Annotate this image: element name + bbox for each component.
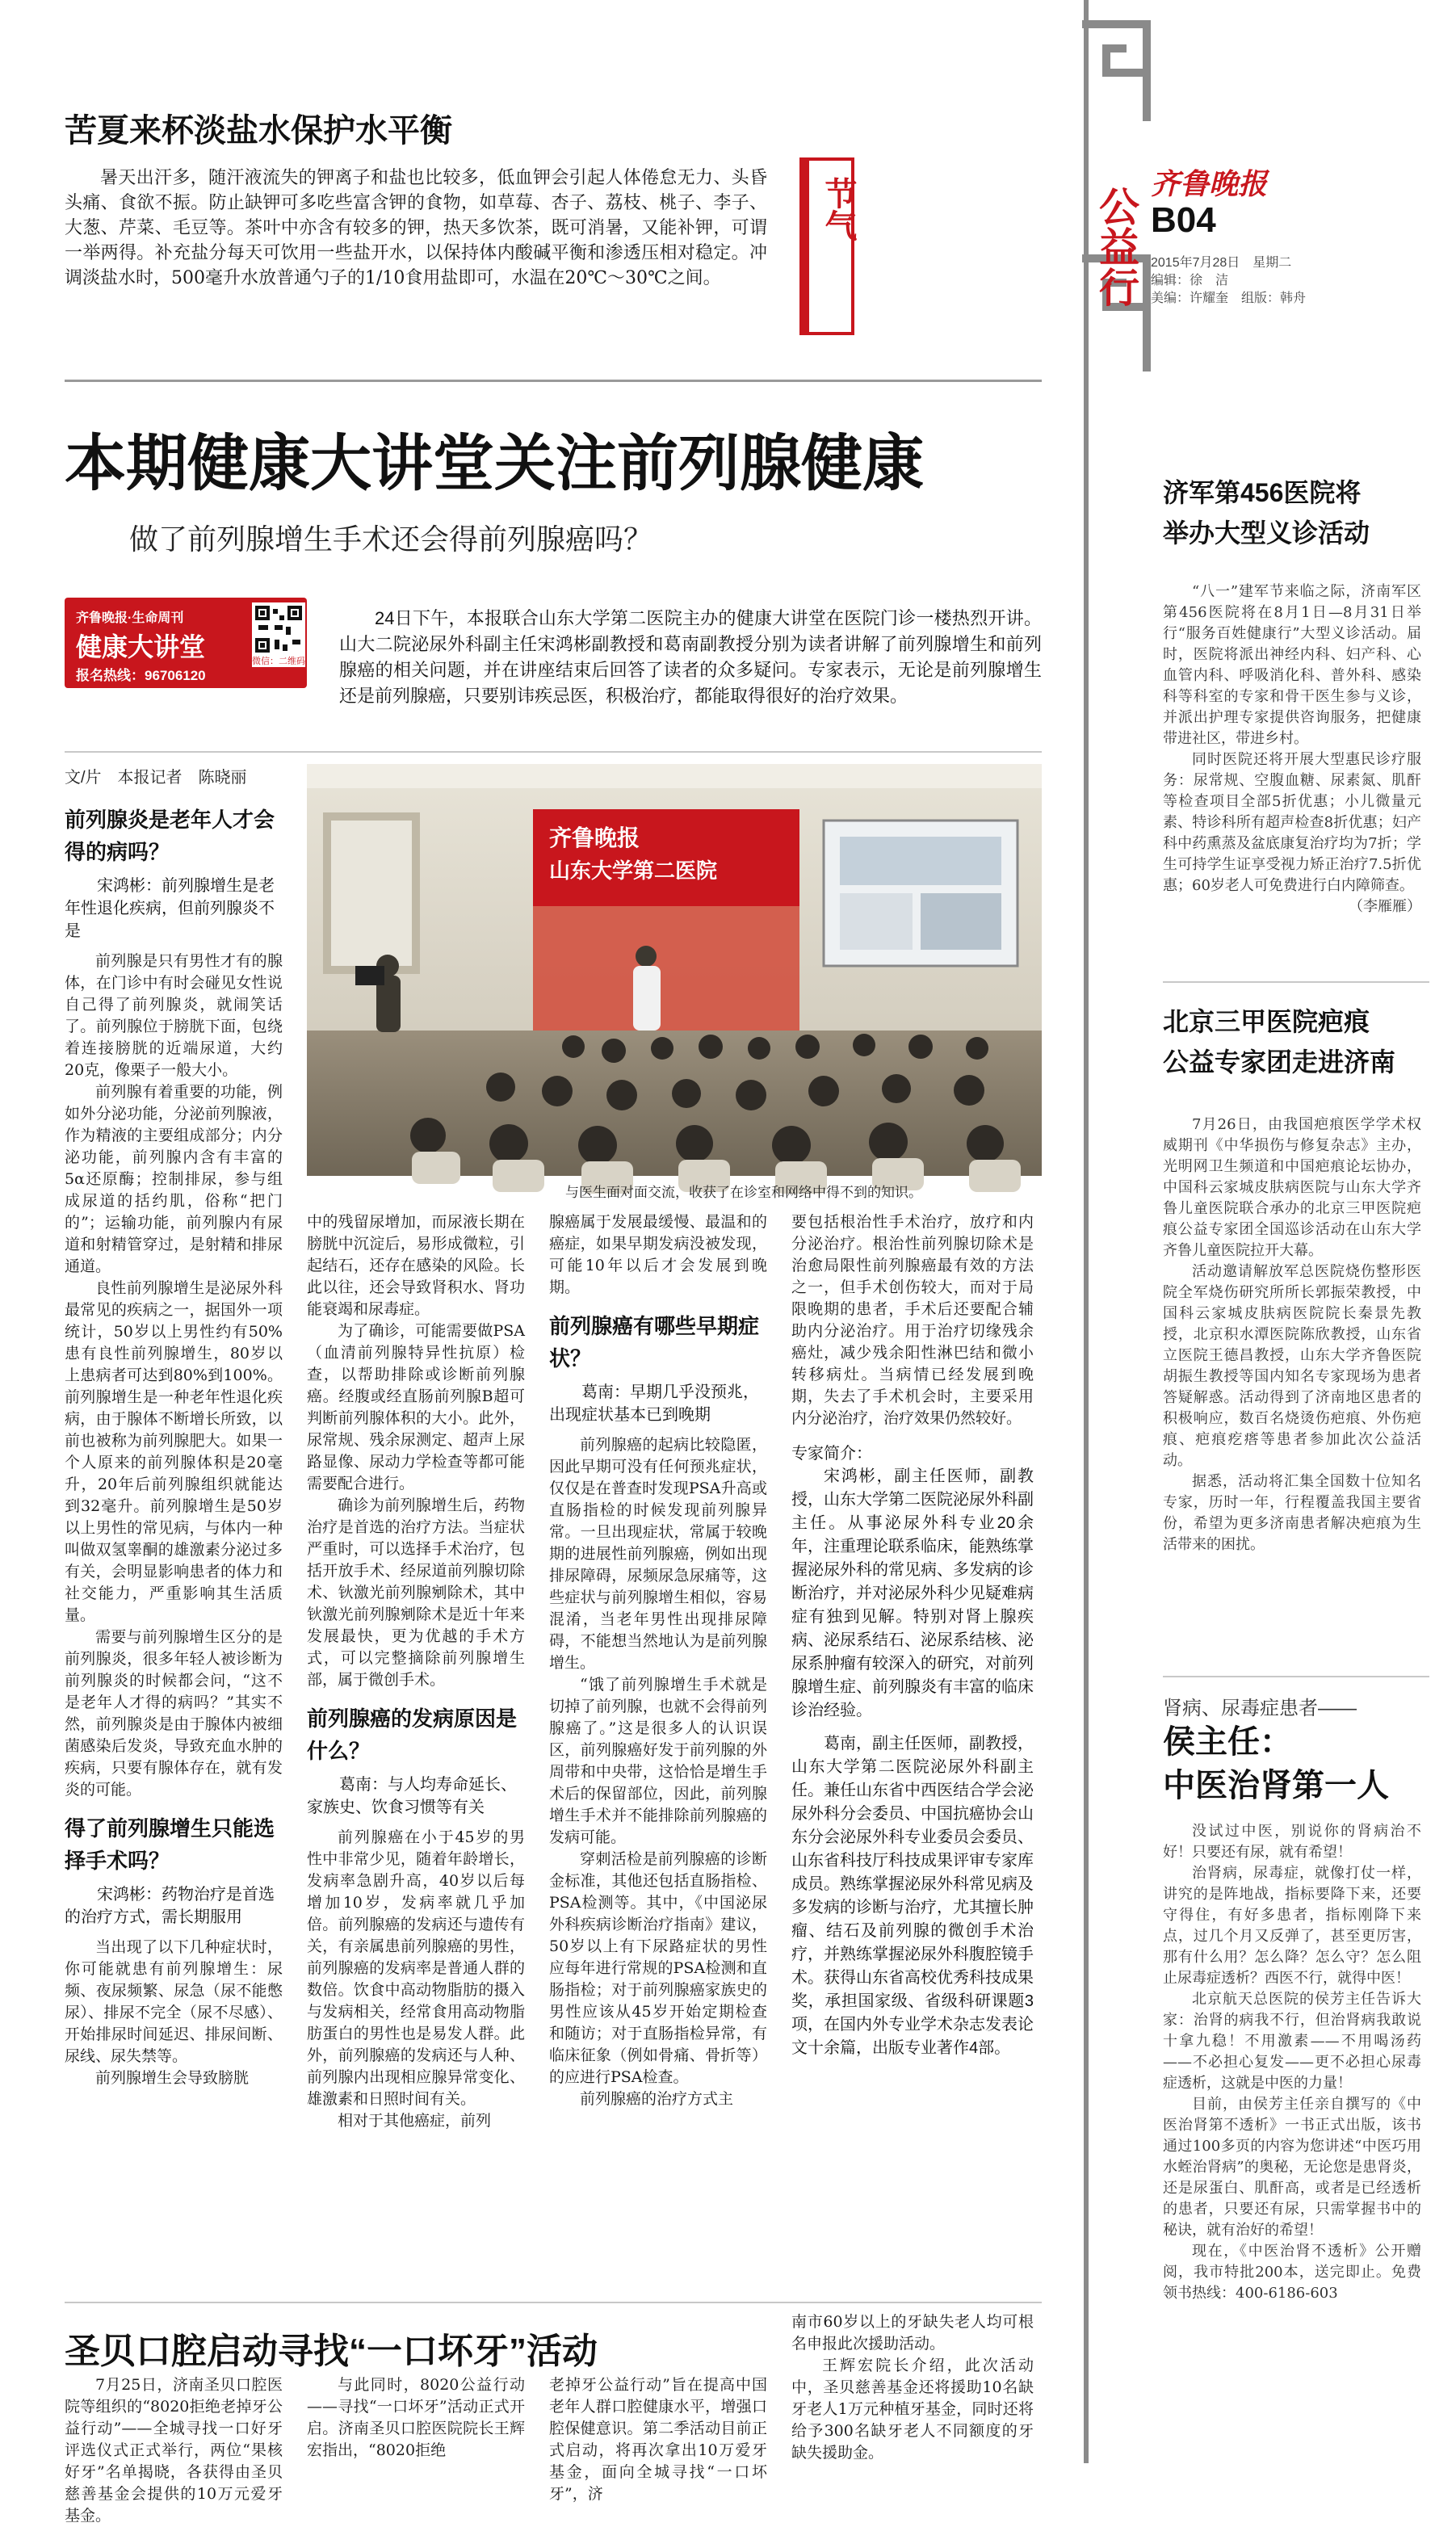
editor-credit: 编辑：徐 洁 xyxy=(1151,274,1229,288)
photo-banner-bottom: 山东大学第二医院 xyxy=(549,858,718,883)
q1-answer-lead: 宋鸿彬：前列腺增生是老年性退化疾病，但前列腺炎不是 xyxy=(65,877,275,940)
col1-paragraph: 良性前列腺增生是泌尿外科最常见的疾病之一，据国外一项统计，50岁以上男性约有50%患有良性前列腺增生，80岁以上患病者可达到80%到100%。前列腺增生是一种老年性退化疾病，由于腺体不断增长所致，以前也被称为前列腺肥大。如果一个人原来的前列腺体积是20毫升，20年后前列腺组织就能达到32毫升。前列腺增生是50岁以上男性的常见病，与体内一种叫做双氢睾酮的雄激素分泌过多有关，会明显影响患者的体力和社交能力，严重影响其生活质量。 xyxy=(65,1279,283,1624)
qr-code[interactable] xyxy=(250,601,307,669)
col3-paragraph: “饿了前列腺增生手术就是切掉了前列腺，也就不会得前列腺癌了。”这是很多人的认识误区，前列腺癌好发于前列腺的外周带和中央带，这恰恰是增生手术后的保留部位，因此，前列腺增生手术并不能排除前列腺癌的发病可能。 xyxy=(549,1676,767,1846)
q2-heading: 得了前列腺增生只能选择手术吗？ xyxy=(65,1816,275,1873)
sidebar-article-3-body: 没试过中医，别说你的肾病治不好！只要还有尿，就有希望！ 治肾病，尿毒症，就像打仗一样，讲究的是阵地战，指标要降下来，还要守得住，有好多患者，指标刚降下来点，过几个月又反弹了，甚至更厉害，那有什么用？怎么降？怎么守？怎么阻止尿毒症透析？西医不行，就得中医！ 北京航天总医院的侯芳主任告诉大家：治肾的病我不行，但治肾病我敢说十拿九稳！不用激素——不用喝汤药——不必担心复发——更不必担心尿毒症透析，这就是中医的力量！ 目前，由侯芳主任亲自撰写的《中医治肾第不透析》一书正式出版，该书通过100多页的内容为您讲述“中医巧用水蛭治肾病”的奥秘，无论您是患肾炎，还是尿蛋白、肌酐高，或者是已经透析的患者，只要还有尿，只需掌握书中的秘诀，就有治好的希望！ 现在，《中医治肾不透析》公开赠阅，我市特批200本，送完即止。免费领书热线：400-6186-603 xyxy=(1163,1823,1421,2302)
article-intro: 24日下午，本报联合山东大学第二医院主办的健康大讲堂在医院门诊一楼热烈开讲。山大二院泌尿外科副主任宋鸿彬副教授和葛南副教授分别为读者讲解了前列腺增生和前列腺癌的相关问题，并在讲座结束后回答了读者的众多疑问。专家表示，无论是前列腺增生还是前列腺癌，只要别讳疾忌医，积极治疗，都能取得很好的治疗效果。 xyxy=(339,608,1042,706)
q4-heading: 前列腺癌有哪些早期症状？ xyxy=(549,1314,760,1371)
byline: 文/片 本报记者 陈晓丽 xyxy=(65,769,247,787)
q1-heading: 前列腺炎是老年人才会得的病吗？ xyxy=(65,808,275,864)
q3-answer-lead: 葛南：与人均寿命延长、家族史、饮食习惯等有关 xyxy=(307,1776,517,1816)
col3-paragraph: 穿刺活检是前列腺癌的诊断金标准，其他还包括直肠指检、PSA检测等。其中，《中国泌尿外科疾病诊断治疗指南》建议，50岁以上有下尿路症状的男性应每年进行常规的PSA检测和直肠指检；对于前列腺癌家族史的男性应该从45岁开始定期检查和随访；对于直肠指检异常，有临床征象（例如骨痛、骨折等）的应进行PSA检查。 xyxy=(549,1850,767,2086)
col2-paragraph: 相对于其他癌症，前列 xyxy=(338,2112,492,2130)
article-column-2 xyxy=(307,1211,525,2294)
jieqi-label-box xyxy=(799,157,858,335)
expert-bio: 葛南，副主任医师，副教授，山东大学第二医院泌尿外科副主任。兼任山东省中西医结合学会泌尿外科分会委员、中国抗癌协会山东分会泌尿外科专业委员会委员、山东省科技厅科技成果评审专家库成员。熟练掌握泌尿外科常见病及多发病的诊断与治疗，尤其擅长肿瘤、结石及前列腺的微创手术治疗，并熟练掌握泌尿外科腹腔镜手术。获得山东省高校优秀科技成果奖，承担国家级、省级科研课题3项，在国内外专业学术杂志发表论文十余篇，出版专业著作4部。 xyxy=(791,1735,1034,2057)
lecture-logo-top: 齐鲁晚报·生命周刊 xyxy=(76,611,184,625)
col1-paragraph: 需要与前列腺增生区分的是前列腺炎，很多年轻人被诊断为前列腺炎的时候都会问，“这不是老年人才得的病吗？”其实不然，前列腺炎是由于腺体内被细菌感染后发炎，导致充血水肿的疾病，只要有腺体存在，就有发炎的可能。 xyxy=(65,1628,283,1799)
bottom-headline: 圣贝口腔启动寻找“一口坏牙”活动 xyxy=(65,2332,598,2371)
jieqi-body: 暑天出汗多，随汗液流失的钾离子和盐也比较多，低血钾会引起人体倦怠无力、头昏头痛、食欲不振。防止缺钾可多吃些富含钾的食物，如草莓、杏子、荔枝、桃子、李子、大葱、芹菜、毛豆等。茶叶中亦含有较多的钾，热天多饮茶，既可消暑，又能补钾，可谓一举两得。补充盐分每天可饮用一些盐开水，以保持体内酸碱平衡和渗透压相对稳定。冲调淡盐水时，500毫升水放普通勺子的1/10食用盐即可，水温在20℃～30℃之间。 xyxy=(65,168,767,288)
q4-answer-lead: 葛南：早期几乎没预兆，出现症状基本已到晚期 xyxy=(549,1383,759,1424)
col3-paragraph: 前列腺癌的起病比较隐匿，因此早期可没有任何预兆症状，仅仅是在普查时发现PSA升高或直肠指检的时候发现前列腺异常。一旦出现症状，常属于较晚期的进展性前列腺癌，例如出现排尿障碍，尿频尿急尿痛等，这些症状与前列腺增生相似，容易混淆，当老年男性出现排尿障碍，不能想当然地认为是前列腺增生。 xyxy=(549,1436,767,1672)
photo-banner-top: 齐鲁晚报 xyxy=(549,825,640,850)
article-column-3 xyxy=(549,1211,767,2294)
expert-label: 专家简介： xyxy=(791,1445,872,1463)
q2-answer-lead: 宋鸿彬：药物治疗是首选的治疗方式，需长期服用 xyxy=(65,1886,275,1926)
lecture-logo-name: 健康大讲堂 xyxy=(76,632,206,662)
sidebar-article-1-body: “八一”建军节来临之际，济南军区第456医院将在8月1日—8月31日举行“服务百姓健康行”大型义诊活动。届时，医院将派出神经内科、妇产科、心血管内科、呼吸消化科、普外科、感染科等科室的专家和骨干医生参与义诊，并派出护理专家提供咨询服务，把健康带进社区，带进乡村。 同时医院还将开展大型惠民诊疗服务：尿常规、空腹血糖、尿素氮、肌酐等检查项目全部5折优惠；小儿微量元素、特诊科所有超声检查8折优惠；妇产科中药熏蒸及盆底康复治疗均为7折；学生可持学生证享受视力矫正治疗7.5折优惠；60岁老人可免费进行白内障筛查。 （李雁雁） xyxy=(1163,581,1421,961)
bottom-column-2: 与此同时，8020公益行动——寻找“一口坏牙”活动正式开启。济南圣贝口腔医院院长王辉宏指出，“8020拒绝 xyxy=(307,2376,525,2459)
col2-paragraph: 确诊为前列腺增生后，药物治疗是首选的治疗方法。当症状严重时，可以选择手术治疗，包括开放手术、经尿道前列腺切除术、钬激光前列腺剜除术，其中钬激光前列腺剜除术是近十年来发展最快，更为优越的手术方式，可以完整摘除前列腺增生部，属于微创手术。 xyxy=(307,1496,525,1689)
q3-heading: 前列腺癌的发病原因是什么？ xyxy=(307,1706,518,1763)
divider xyxy=(1163,981,1429,983)
bottom-column-4: 南市60岁以上的牙缺失老人均可根名申报此次援助活动。 王辉宏院长介绍，此次活动中，圣贝慈善基金还将援助10名缺牙老人1万元种植牙基金，同时还将给予300名缺牙老人不同额度的牙缺失援助金。 xyxy=(791,2313,1034,2462)
sidebar-article-2-body: 7月26日，由我国疤痕医学学术权威期刊《中华损伤与修复杂志》主办，光明网卫生频道和中国疤痕论坛协办，中国科云家城皮肤病医院与山东大学齐鲁儿童医院联合承办的北京三甲医院疤痕公益专家团全国巡诊活动在山东大学齐鲁儿童医院拉开大幕。 活动邀请解放军总医院烧伤整形医院全军烧伤研究所所长郭振荣教授，中国科云家城皮肤病医院院长秦景先教授，北京积水潭医院陈欣教授，山东省立医院王德昌教授，山东大学齐鲁医院胡振生教授等国内知名专家现场为患者答疑解惑。活动得到了济南地区患者的积极响应，数百名烧烫伤疤痕、外伤疤痕、疤痕疙瘩等患者参加此次公益活动。 据悉，活动将汇集全国数十位知名专家，历时一年，行程覆盖我国主要省份，希望为更多济南患者解决疤痕为生活带来的困扰。 xyxy=(1163,1116,1421,1553)
col1-paragraph: 前列腺有着重要的功能，例如外分泌功能，分泌前列腺液，作为精液的主要组成部分；内分泌功能，前列腺内含有丰富的5α还原酶；控制排尿，参与组成尿道的括约肌，俗称“把门的”；运输功能，前列腺内有尿道和射精管穿过，是射精和排尿通道。 xyxy=(65,1083,283,1275)
col2-paragraph: 为了确诊，可能需要做PSA（血清前列腺特异性抗原）检查，以帮助排除或诊断前列腺癌。经腹或经直肠前列腺B超可判断前列腺体积的大小。此外，尿常规、残余尿测定、超声上尿路显像、尿动力学检查等都可能需要配合进行。 xyxy=(307,1322,525,1492)
col1-paragraph: 前列腺增生会导致膀胱 xyxy=(95,2069,250,2087)
divider xyxy=(1163,1676,1429,1677)
col3-paragraph: 前列腺癌的治疗方式主 xyxy=(580,2090,734,2108)
col3-paragraph: 腺癌属于发展最缓慢、最温和的癌症，如果早期发病没被发现，可能10年以后才会发展到晚期。 xyxy=(549,1213,767,1296)
sidebar-article-2-title: 北京三甲医院疤痕 公益专家团走进济南 xyxy=(1163,1007,1396,1077)
lecture-hall-photo xyxy=(307,764,1042,1176)
qr-code-icon xyxy=(254,604,304,654)
sidebar-article-1-signature: （李雁雁） xyxy=(1349,898,1421,915)
col4-paragraph: 要包括根治性手术治疗，放疗和内分泌治疗。根治性前列腺切除术是治愈局限性前列腺癌最有效的方法之一，但手术创伤较大，而对于局限晚期的患者，手术后还要配合辅助内分泌治疗。用于治疗切缘残余癌灶，减少残余阳性淋巴结和微小转移病灶。当病情已经发展到晚期，失去了手术机会时，主要采用内分泌治疗，治疗效果仍然较好。 xyxy=(791,1213,1034,1427)
divider xyxy=(65,380,1042,382)
section-title: 公益行 xyxy=(1093,186,1139,307)
divider xyxy=(65,2302,1042,2303)
qr-caption: 微信：二维码 xyxy=(252,656,305,666)
col1-paragraph: 前列腺是只有男性才有的腺体，在门诊中有时会碰见女性说自己得了前列腺炎，就闹笑话了。前列腺位于膀胱下面，包绕着连接膀胱的近端尿道，大约20克，像栗子一般大小。 xyxy=(65,952,283,1079)
sidebar-article-3-kicker: 肾病、尿毒症患者—— xyxy=(1163,1698,1357,1719)
article-column-1 xyxy=(65,804,283,2290)
photo-caption: 与医生面对面交流，收获了在诊室和网络中得不到的知识。 xyxy=(565,1185,922,1200)
issue-date: 2015年7月28日 星期二 xyxy=(1151,256,1292,270)
col2-paragraph: 前列腺癌在小于45岁的男性中非常少见，随着年龄增长，发病率急剧升高，40岁以后每增加10岁，发病率就几乎加倍。前列腺癌的发病还与遗传有关，有亲属患前列腺癌的男性，前列腺癌的发病率是普通人群的数倍。饮食中高动物脂肪的摄入与发病相关，经常食用高动物脂肪蛋白的男性也是易发人群。此外，前列腺癌的发病还与人种、前列腺内出现相应腺异常变化、雄激素和日照时间有关。 xyxy=(307,1828,525,2108)
main-headline: 本期健康大讲堂关注前列腺健康 xyxy=(65,430,924,498)
lecture-photo xyxy=(307,764,1042,1176)
jieqi-title: 苦夏来杯淡盐水保护水平衡 xyxy=(65,113,452,149)
newspaper-logo: 齐鲁晚报 xyxy=(1151,167,1268,201)
sidebar-article-3-title: 侯主任： 中医治肾第一人 xyxy=(1163,1724,1389,1803)
lecture-logo-hotline: 报名热线：96706120 xyxy=(76,668,206,683)
page-number: B04 xyxy=(1151,200,1216,240)
design-credit: 美编：许耀奎 组版：韩舟 xyxy=(1151,292,1307,305)
main-subhead: 做了前列腺增生手术还会得前列腺癌吗？ xyxy=(129,523,653,556)
bottom-column-3: 老掉牙公益行动”旨在提高中国老年人群口腔健康水平，增强口腔保健意识。第二季活动目前正式启动，将再次拿出10万爱牙基金，面向全城寻找“一口坏牙”，济 xyxy=(549,2376,767,2503)
bottom-column-1: 7月25日，济南圣贝口腔医院等组织的“8020拒绝老掉牙公益行动”——全城寻找一口好牙评选仪式正式举行，两位“果核好牙”名单揭晓，各获得由圣贝慈善基金会提供的10万元爱牙基金。 xyxy=(65,2376,283,2525)
expert-bio: 宋鸿彬，副主任医师，副教授，山东大学第二医院泌尿外科副主任。从事泌尿外科专业20余年，注重理论联系临床，能熟练掌握泌尿外科的常见病、多发病的诊断治疗，并对泌尿外科少见疑难病症有独到见解。特别对肾上腺疾病、泌尿系结石、泌尿系结核、泌尿系肿瘤有较深入的研究，对前列腺增生症、前列腺炎有丰富的临床诊治经验。 xyxy=(791,1467,1034,1719)
col1-paragraph: 当出现了以下几种症状时，你可能就患有前列腺增生：尿频、夜尿频繁、尿急（尿不能憋尿）、排尿不完全（尿不尽感）、开始排尿时间延迟、排尿间断、尿线、尿失禁等。 xyxy=(65,1938,283,2065)
jieqi-label: 节气 xyxy=(820,177,858,241)
divider xyxy=(65,751,1042,753)
col2-paragraph: 中的残留尿增加，而尿液长期在膀胱中沉淀后，易形成微粒，引起结石，还存在感染的风险。长此以往，还会导致肾积水、肾功能衰竭和尿毒症。 xyxy=(307,1213,525,1318)
article-column-4 xyxy=(791,1211,1034,2294)
sidebar-article-1-title: 济军第456医院将 举办大型义诊活动 xyxy=(1163,478,1370,548)
